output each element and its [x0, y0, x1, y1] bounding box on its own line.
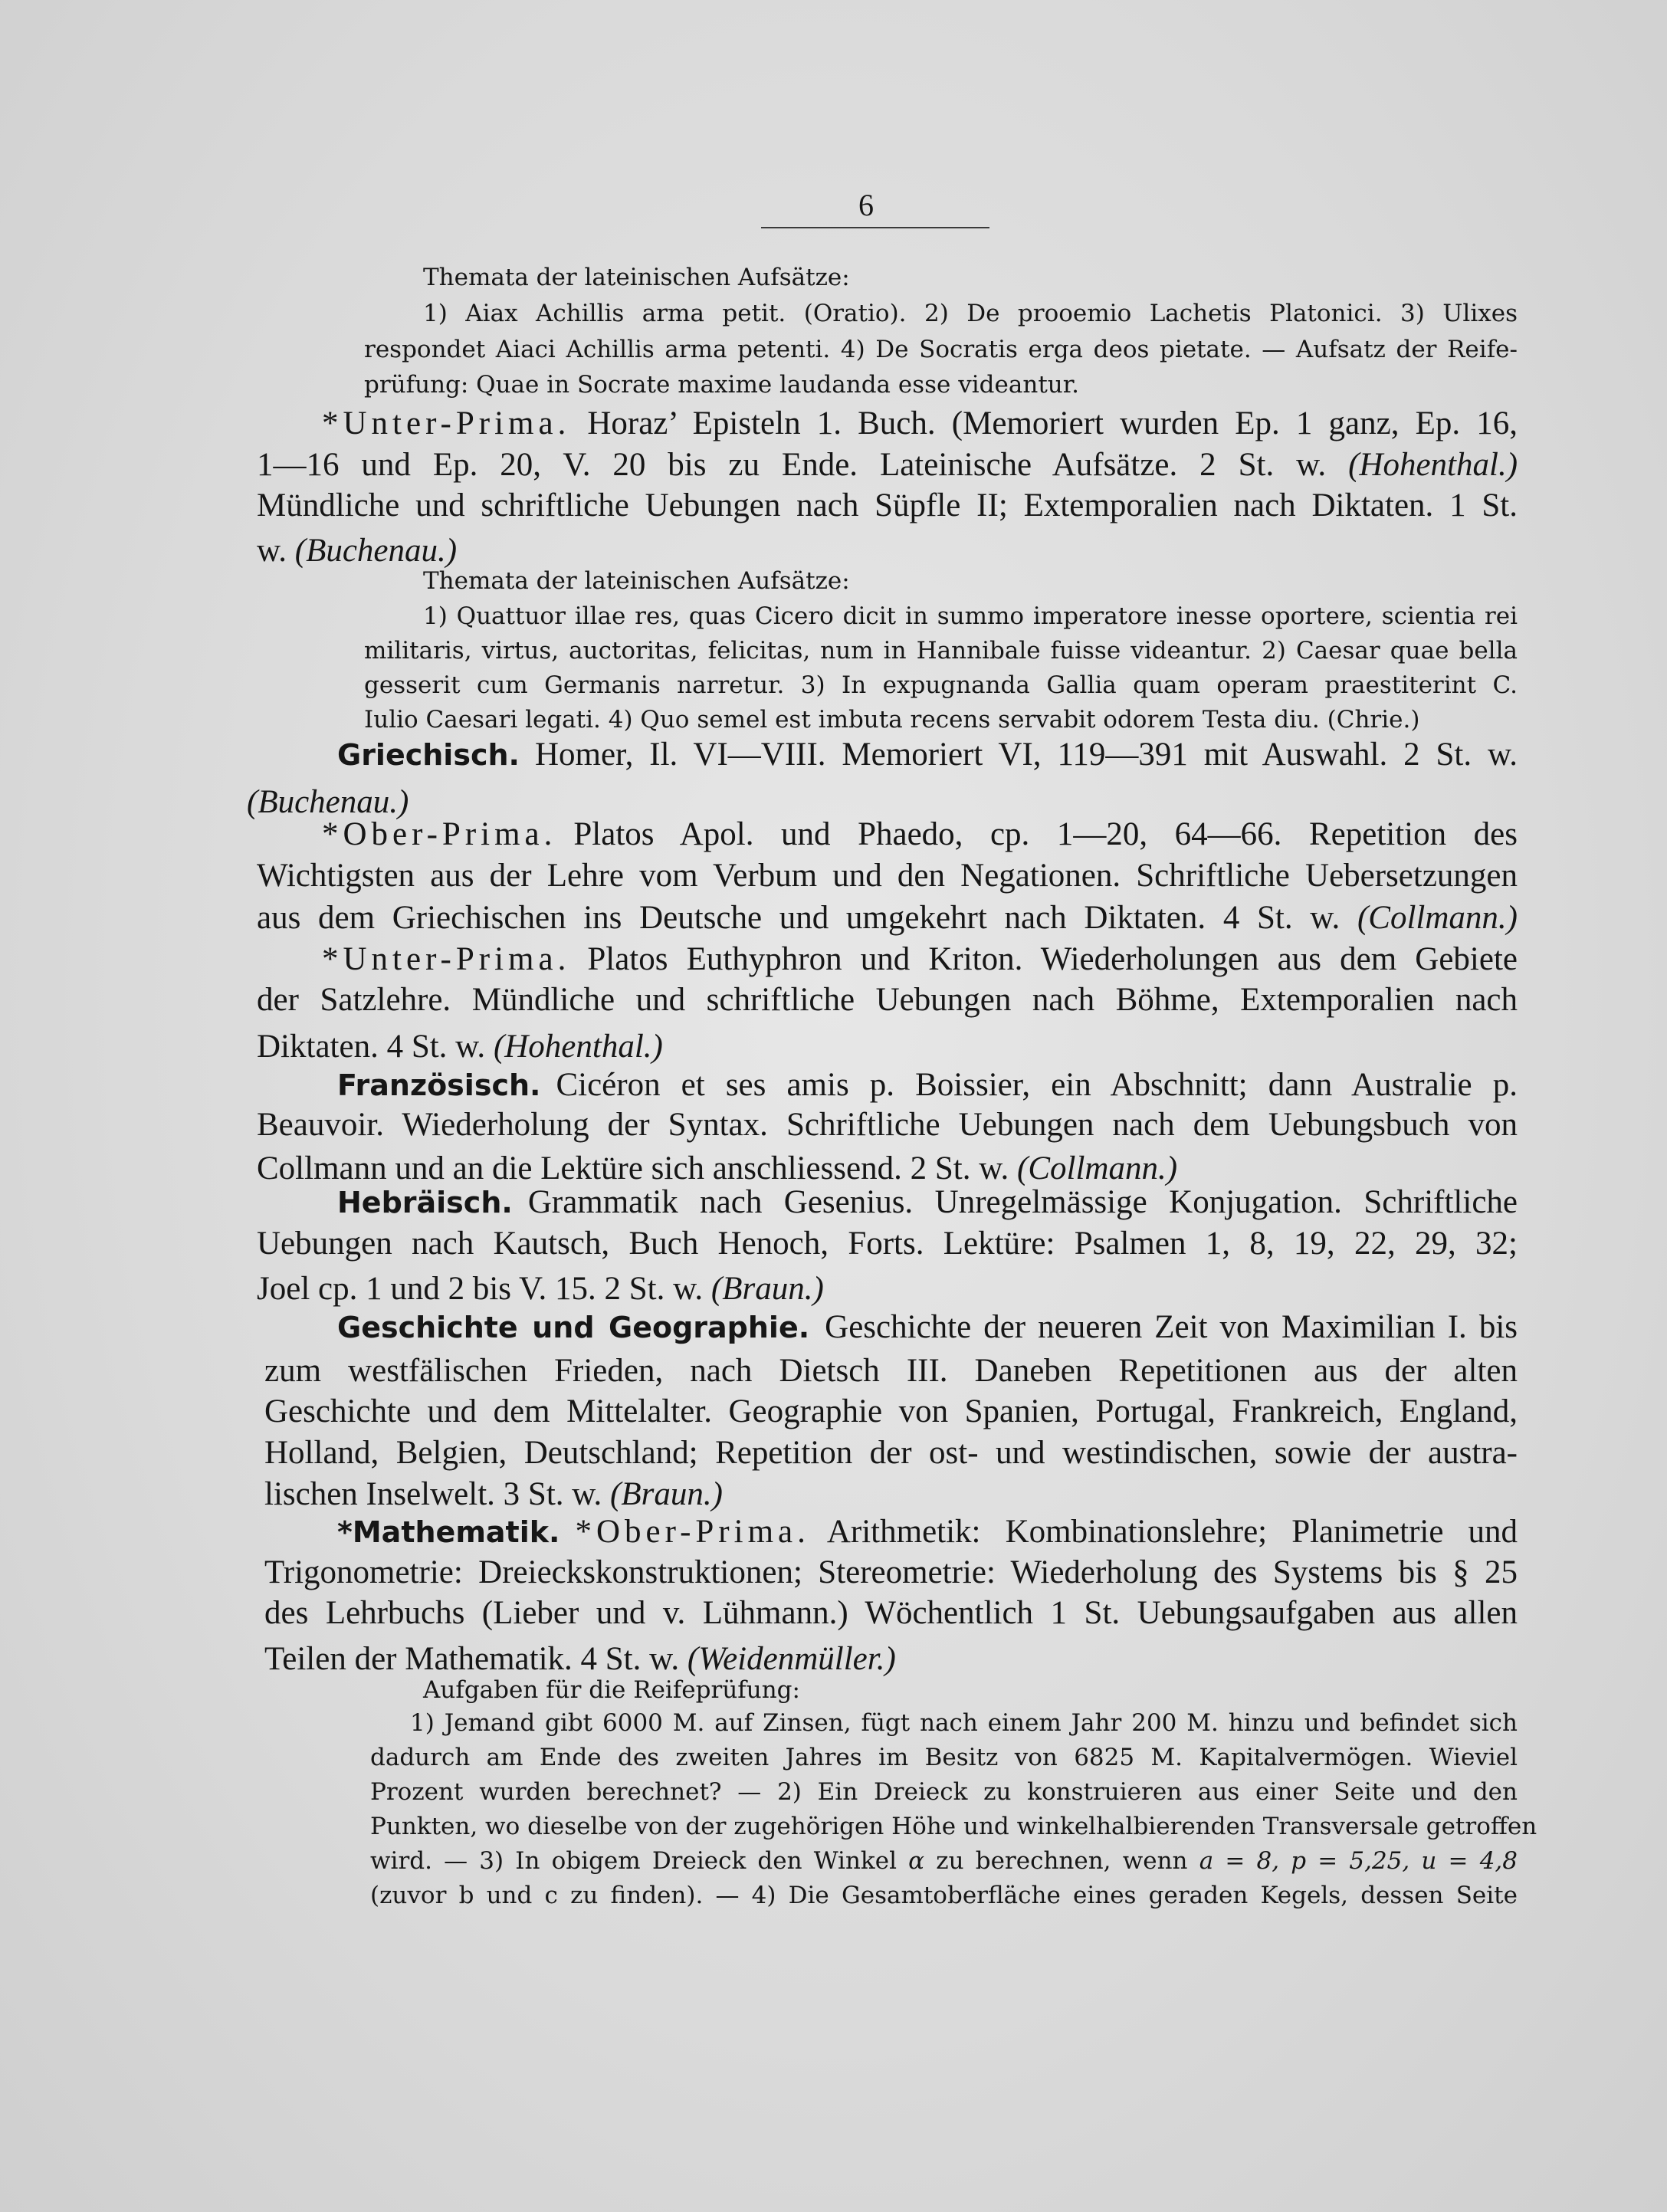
exam-tasks-line: (zuvor b und c zu finden). — 4) Die Gesamtoberfläche eines geraden Kegels, dessen Seite — [370, 1882, 1518, 1909]
latin-essays-up-line: Iulio Caesari legati. 4) Quo semel est imbuta recens servabit odorem Testa diu. (Chrie.) — [364, 706, 1420, 734]
unter-prima-label: *Unter-Prima. — [322, 941, 571, 977]
hebrew-line: Hebräisch. Grammatik nach Gesenius. Unregelmässige Konjugation. Schriftliche — [337, 1184, 1518, 1220]
math-line: *Mathematik. *Ober-Prima. Arithmetik: Kombinationslehre; Planimetrie und — [337, 1514, 1518, 1550]
exam-tasks-heading: Aufgaben für die Reifeprüfung: — [423, 1676, 800, 1704]
history-line: Geschichte und Geographie. Geschichte der neueren Zeit von Maximilian I. bis — [337, 1309, 1518, 1345]
math-line: Trigonometrie: Dreieckskonstruktionen; Stereometrie: Wiederholung des Systems bis § 25 — [264, 1554, 1518, 1590]
header-rule — [761, 227, 989, 228]
latin-up-line: 1—16 und Ep. 20, V. 20 bis zu Ende. Lateinische Aufsätze. 2 St. w. (Hohenthal.) — [257, 447, 1518, 483]
page-number: 6 — [858, 188, 874, 222]
exam-tasks-line: Prozent wurden berechnet? — 2) Ein Dreieck zu konstruieren aus einer Seite und den — [370, 1778, 1518, 1806]
history-line: Geschichte und dem Mittelalter. Geographie von Spanien, Portugal, Frankreich, England, — [264, 1393, 1518, 1429]
greek-line: Griechisch. Homer, Il. VI—VIII. Memoriert VI, 119—391 mit Auswahl. 2 St. w. — [337, 737, 1518, 773]
exam-tasks-line: 1) Jemand gibt 6000 M. auf Zinsen, fügt nach einem Jahr 200 M. hinzu und befindet sich — [410, 1709, 1518, 1737]
section-heading: Griechisch. — [337, 738, 520, 772]
greek-line: aus dem Griechischen ins Deutsche und umgekehrt nach Diktaten. 4 St. w. (Collmann.) — [257, 900, 1518, 936]
latin-essays-up-heading: Themata der lateinischen Aufsätze: — [423, 567, 850, 595]
math-line: Teilen der Mathematik. 4 St. w. (Weidenmüller.) — [264, 1641, 896, 1677]
greek-line: *Ober-Prima. Platos Apol. und Phaedo, cp. 1—20, 64—66. Repetition des — [322, 816, 1518, 852]
greek-line: *Unter-Prima. Platos Euthyphron und Kriton. Wiederholungen aus dem Gebiete — [322, 941, 1518, 977]
section-heading: *Mathematik. — [337, 1515, 560, 1549]
section-heading: Hebräisch. — [337, 1186, 513, 1219]
math-expression: a = 8, p = 5,25, u = 4,8 — [1199, 1847, 1518, 1875]
greek-line — [247, 786, 409, 819]
greek-line: Diktaten. 4 St. w. (Hohenthal.) — [257, 1029, 663, 1065]
french-line: Collmann und an die Lektüre sich anschliessend. 2 St. w. (Collmann.) — [257, 1150, 1178, 1186]
french-line: Beauvoir. Wiederholung der Syntax. Schriftliche Uebungen nach dem Uebungsbuch von — [257, 1107, 1518, 1143]
exam-tasks-line: wird. — 3) In obigem Dreieck den Winkel α zu berechnen, wenn a = 8, p = 5,25, u = 4,8 — [370, 1847, 1518, 1875]
teacher-name: (Weidenmüller.) — [687, 1641, 896, 1677]
latin-essays-up-line: gesserit cum Germanis narretur. 3) In expugnanda Gallia quam operam praestiterint C. — [364, 671, 1518, 699]
exam-tasks-line: Punkten, wo dieselbe von der zugehörigen Höhe und winkelhalbierenden Transversale getroffen — [370, 1813, 1537, 1840]
french-line: Französisch. Cicéron et ses amis p. Boissier, ein Abschnitt; dann Australie p. — [337, 1067, 1518, 1103]
teacher-name: (Collmann.) — [1357, 900, 1518, 936]
latin-essays-op-line: respondet Aiaci Achillis arma petenti. 4) De Socratis erga deos pietate. — Aufsatz der Reife- — [364, 336, 1518, 363]
exam-tasks-line: dadurch am Ende des zweiten Jahres im Besitz von 6825 M. Kapitalvermögen. Wieviel — [370, 1744, 1518, 1771]
teacher-name: (Hohenthal.) — [1348, 447, 1518, 483]
math-line: des Lehrbuchs (Lieber und v. Lühmann.) Wöchentlich 1 St. Uebungsaufgaben aus allen — [264, 1595, 1518, 1631]
latin-up-line: *Unter-Prima. Horaz’ Episteln 1. Buch. (Memoriert wurden Ep. 1 ganz, Ep. 16, — [322, 405, 1518, 441]
history-line: zum westfälischen Frieden, nach Dietsch III. Daneben Repetitionen aus der alten — [264, 1353, 1518, 1389]
teacher-name: (Braun.) — [610, 1476, 723, 1512]
greek-line: der Satzlehre. Mündliche und schriftliche Uebungen nach Böhme, Extemporalien nach — [257, 982, 1518, 1018]
section-heading: Geschichte und Geographie. — [337, 1311, 810, 1344]
teacher-name: (Buchenau.) — [247, 784, 409, 820]
latin-up-line: w. (Buchenau.) — [257, 533, 458, 569]
history-line: Holland, Belgien, Deutschland; Repetition der ost- und westindischen, sowie der austra- — [264, 1435, 1518, 1471]
teacher-name: (Collmann.) — [1017, 1150, 1178, 1186]
ober-prima-label: *Ober-Prima. — [322, 816, 557, 852]
ober-prima-label: *Ober-Prima. — [575, 1514, 810, 1550]
latin-up-line: Mündliche und schriftliche Uebungen nach Süpfle II; Extemporalien nach Diktaten. 1 St. — [257, 487, 1518, 523]
hebrew-line: Uebungen nach Kautsch, Buch Henoch, Forts. Lektüre: Psalmen 1, 8, 19, 22, 29, 32; — [257, 1226, 1518, 1262]
latin-essays-up-line: 1) Quattuor illae res, quas Cicero dicit in summo imperatore inesse oportere, scientia rei — [423, 602, 1518, 630]
latin-essays-op-heading: Themata der lateinischen Aufsätze: — [423, 264, 850, 291]
teacher-name: (Braun.) — [710, 1271, 824, 1307]
teacher-name: (Hohenthal.) — [493, 1029, 663, 1065]
greek-line: Wichtigsten aus der Lehre vom Verbum und den Negationen. Schriftliche Uebersetzungen — [257, 858, 1518, 894]
latin-essays-op-line: prüfung: Quae in Socrate maxime laudanda esse videantur. — [364, 371, 1080, 399]
history-line: lischen Inselwelt. 3 St. w. (Braun.) — [264, 1476, 723, 1512]
latin-essays-up-line: militaris, virtus, auctoritas, felicitas, num in Hannibale fuisse videantur. 2) Caesar quae bella — [364, 637, 1518, 665]
hebrew-line: Joel cp. 1 und 2 bis V. 15. 2 St. w. (Braun.) — [257, 1271, 824, 1307]
unter-prima-label: *Unter-Prima. — [322, 405, 571, 441]
teacher-name: (Buchenau.) — [294, 533, 458, 569]
math-symbol: α — [908, 1847, 925, 1875]
latin-essays-op-line: 1) Aiax Achillis arma petit. (Oratio). 2) De prooemio Lachetis Platonici. 3) Ulixes — [423, 300, 1518, 327]
section-heading: Französisch. — [337, 1068, 541, 1102]
